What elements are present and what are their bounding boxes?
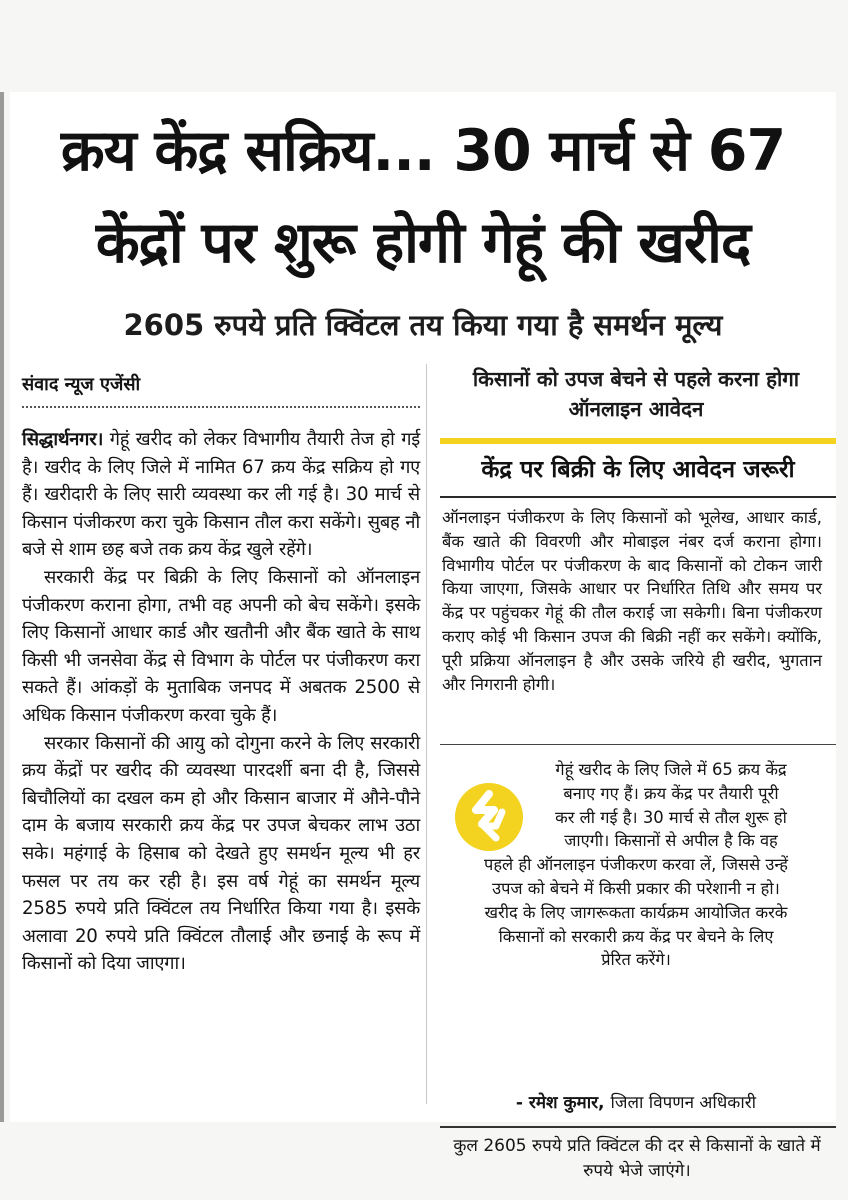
quote-line: कर ली गई है। 30 मार्च से तौल शुरू हो (555, 807, 787, 827)
article-paragraph-3: सरकार किसानों की आयु को दोगुना करने के लिए सरकारी क्रय केंद्रों पर खरीद की व्यवस्था पारदर्शी बना दी है, जिससे बिचौलियों का दखल कम हो और किसान बाजार में औने-पौने दाम के बजाय सरकारी क्रय केंद्र पर उपज बेचकर लाभ उठा सके। महंगाई के हिसाब को देखते हुए समर्थन मूल्य भी हर फसल पर तय कर रही है। इस वर्ष गेहूं का समर्थन मूल्य 2585 रुपये प्रति क्विंटल तय निर्धारित किया गया है। इसके अलावा 20 रुपये प्रति क्विंटल तौलाई और छनाई के रूप में किसानों को दिया जाएगा। (22, 732, 420, 975)
attribution-post: जिला विपणन अधिकारी (610, 1093, 757, 1113)
column-divider (426, 364, 427, 1104)
quote-line: गेहूं खरीद के लिए जिले में 65 क्रय केंद्र (555, 760, 787, 779)
article-paragraph-1-text: गेहूं खरीद को लेकर विभागीय तैयारी तेज हो गई है। खरीद के लिए जिले में नामित 67 क्रय केंद्र सक्रिय हो गए हैं। खरीदारी के लिए सारी व्यवस्था कर ली गई है। 30 मार्च से किसान पंजीकरण करा चुके किसान तौल करा सकेंगे। सुबह नौ बजे से शाम छह बजे तक क्रय केंद्र खुले रहेंगे। (22, 429, 420, 561)
box-title: केंद्र पर बिक्री के लिए आवेदन जरूरी (481, 455, 795, 483)
subheadline: 2605 रुपये प्रति क्विंटल तय किया गया है समर्थन मूल्य (123, 308, 723, 342)
officer-quote (446, 758, 826, 972)
article-paragraph-1 (22, 426, 420, 564)
dateline: सिद्धार्थनगर। (22, 429, 104, 450)
article-paragraph-2: सरकारी केंद्र पर बिक्री के लिए किसानों को ऑनलाइन पंजीकरण कराना होगा, तभी वह अपनी को बेच सकेंगे। इसके लिए किसानों आधार कार्ड और खतौनी और बैंक खाते के साथ किसी भी जनसेवा केंद्र से विभाग के पोर्टल पर पंजीकरण करा सकते हैं। आंकड़ों के मुताबिक जनपद में अबतक 2500 से अधिक किसान पंजीकरण करवा चुके हैं। (22, 566, 420, 726)
box-bottom-rule (440, 744, 836, 745)
page-edge-line (0, 92, 4, 1122)
news-clipping (10, 92, 836, 1181)
quote-line: खरीद के लिए जागरूकता कार्यक्रम आयोजित करके (484, 902, 788, 922)
headline-line-2: केंद्रों पर शुरू होगी गेहूं की खरीद (95, 210, 751, 276)
main-article (22, 426, 420, 978)
quote-line: बनाए गए हैं। क्रय केंद्र पर तैयारी पूरी (563, 783, 779, 803)
quote-attribution (446, 1090, 826, 1113)
quote-line: किसानों को सरकारी क्रय केंद्र पर बेचने के लिए (498, 926, 774, 946)
box-title-rule (440, 496, 836, 498)
box-text: ऑनलाइन पंजीकरण के लिए किसानों को भूलेख, आधार कार्ड, बैंक खाते की विवरणी और मोबाइल नंबर दर्ज कराना होगा। विभागीय पोर्टल पर पंजीकरण के बाद किसानों को टोकन जारी किया जाएगा, जिसके आधार पर निर्धारित तिथि और समय पर केंद्र पर पहुंचकर गेहूं की तौल कराई जा सकेगी। बिना पंजीकरण कराए कोई भी किसान उपज की बिक्री नहीं कर सकेंगे। क्योंकि, पूरी प्रक्रिया ऑनलाइन है और उसके जरिये ही खरीद, भुगतान और निगरानी होगी। (442, 508, 822, 694)
quote-line: जाएगी। किसानों से अपील है कि वह (564, 831, 778, 851)
attribution-name: - रमेश कुमार, (515, 1093, 605, 1113)
quote-line: प्रेरित करेंगे। (601, 950, 671, 970)
footer-note: कुल 2605 रुपये प्रति क्विंटल की दर से किसानों के खाते में रुपये भेजे जाएंगे। (453, 1136, 821, 1181)
quote-line: पहले ही ऑनलाइन पंजीकरण करवा लें, जिससे उन्हें (484, 855, 788, 875)
byline-divider (22, 406, 420, 408)
yellow-accent-bar (440, 438, 836, 444)
byline: संवाद न्यूज एजेंसी (22, 374, 141, 395)
headline-line-1: क्रय केंद्र सक्रिय... 30 मार्च से 67 (60, 118, 786, 184)
attribution-rule (440, 1126, 836, 1128)
sidebar-title: किसानों को उपज बेचने से पहले करना होगा ऑनलाइन आवेदन (472, 367, 800, 421)
quote-line: उपज को बेचने में किसी प्रकार की परेशानी न हो। (492, 878, 780, 898)
